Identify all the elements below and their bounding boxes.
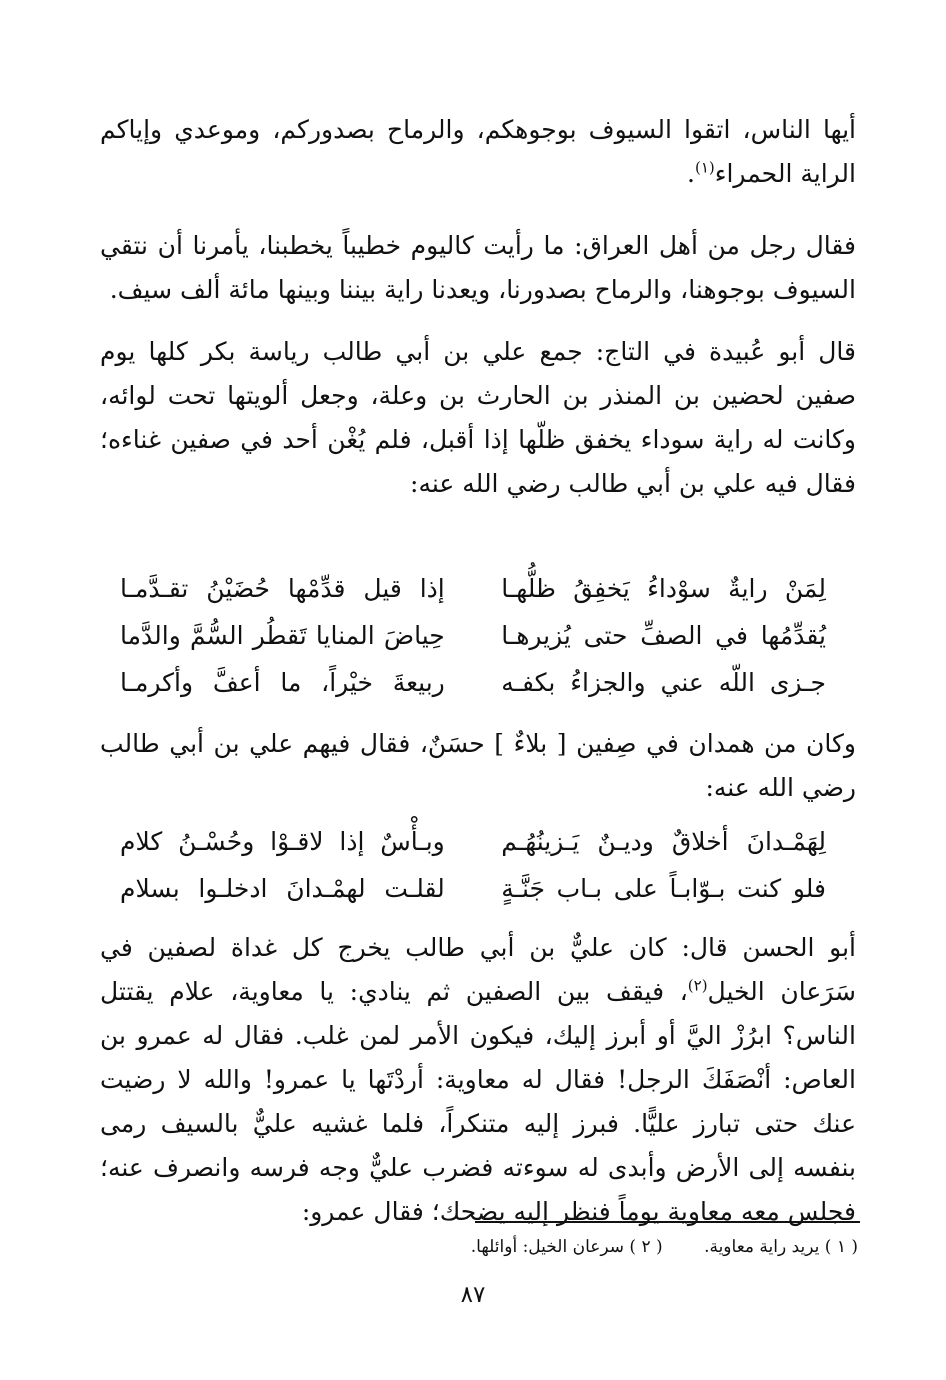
poem-hamdan	[120, 818, 826, 912]
paragraph-abu-ubayda	[100, 330, 856, 506]
paragraph-text: فقال رجل من أهل العراق: ما رأيت كاليوم خطيباً يخطبنا، يأمرنا أن نتقي السيوف بوجوهنا، والرماح بصدورنا، ويعدنا راية بيننا وبينها مائة ألف سيف.	[100, 231, 856, 304]
verse-second-hemistich: حِياضَ المنايا تَقطُر السُّمَّ والدَّما	[120, 621, 445, 650]
footnote-1: ( ١ ) يريد راية معاوية.	[704, 1237, 858, 1257]
page-number: ٨٧	[460, 1282, 486, 1308]
verse-second-hemistich: ربيعةَ خيْراً، ما أعفَّ وأكرمـا	[120, 668, 445, 697]
verse-line	[120, 818, 826, 865]
verse-second-hemistich: لقلـت لهمْـدانَ ادخلـوا بسلام	[120, 874, 445, 903]
paragraph-text: وكان من همدان في صِفين [ بلاءٌ ] حسَنٌ، فقال فيهم علي بن أبي طالب رضي الله عنه:	[100, 729, 856, 802]
verse-first-hemistich: لِهَمْـدانَ أخلاقٌ وديـنٌ يَـزينُهُـم	[501, 827, 826, 856]
poem-hudayn	[120, 565, 826, 706]
footnotes	[300, 1234, 858, 1260]
paragraph-text: قال أبو عُبيدة في التاج: جمع علي بن أبي طالب رياسة بكر كلها يوم صفين لحضين بن المنذر بن الحارث بن وعلة، وجعل ألويتها تحت لوائه، وكانت له راية سوداء يخفق ظلّها إذا أقبل، فلم يُغْن أحد في صفين غناءه؛ فقال فيه علي بن أبي طالب رضي الله عنه:	[100, 337, 856, 498]
paragraph-hamdan	[100, 722, 856, 810]
paragraph-abu-al-hasan	[100, 926, 856, 1234]
verse-first-hemistich: جـزى اللّه عني والجزاءُ بكفـه	[501, 668, 826, 697]
verse-line	[120, 865, 826, 912]
paragraph-speech	[100, 108, 856, 196]
paragraph-text: أيها الناس، اتقوا السيوف بوجوهكم، والرماح بصدوركم، وموعدي وإياكم الراية الحمراء	[100, 115, 856, 188]
verse-first-hemistich: لِمَنْ رايةٌ سوْداءُ يَخفِقُ ظلُّهـا	[501, 574, 826, 603]
verse-line	[120, 565, 826, 612]
verse-second-hemistich: إذا قيل قدِّمْها حُضَيْنُ تقـدَّمـا	[120, 574, 445, 603]
verse-first-hemistich: يُقدِّمُها في الصفِّ حتى يُزيرهـا	[501, 621, 826, 650]
paragraph-tail: ، فيقف بين الصفين ثم ينادي: يا معاوية، علام يقتتل الناس؟ ابرُزْ اليَّ أو أبرز إليك، فيكون الأمر لمن غلب. فقال له عمرو بن العاص: أنْصَفَكَ الرجل! فقال له معاوية: أردْتَها يا عمرو! والله لا رضيت عنك حتى تبارز عليًّا. فبرز إليه متنكراً، فلما غشيه عليٌّ بالسيف رمى بنفسه إلى الأرض وأبدى له سوءته فضرب عليٌّ وجه فرسه وانصرف عنه؛ فجلس معه معاوية يوماً فنظر إليه يضحك؛ فقال عمرو:	[100, 977, 856, 1226]
footnote-ref: (٢)	[687, 976, 708, 995]
verse-first-hemistich: فلو كنت بـوّابـاً على بـاب جَنَّـةٍ	[501, 874, 826, 903]
footnote-2: ( ٢ ) سرعان الخيل: أوائلها.	[470, 1237, 663, 1257]
verse-line	[120, 612, 826, 659]
paragraph-text: أبو الحسن قال: كان عليٌّ بن أبي طالب يخرج كل غداة لصفين في سَرَعان الخيل	[100, 933, 856, 1006]
paragraph-iraqi-man	[100, 224, 856, 312]
footnote-divider	[475, 1221, 860, 1223]
paragraph-tail: .	[687, 159, 695, 188]
verse-line	[120, 659, 826, 706]
footnote-ref: (١)	[694, 158, 715, 177]
verse-second-hemistich: وبـأْسٌ إذا لاقـوْا وحُسْـنُ كلام	[120, 827, 445, 856]
